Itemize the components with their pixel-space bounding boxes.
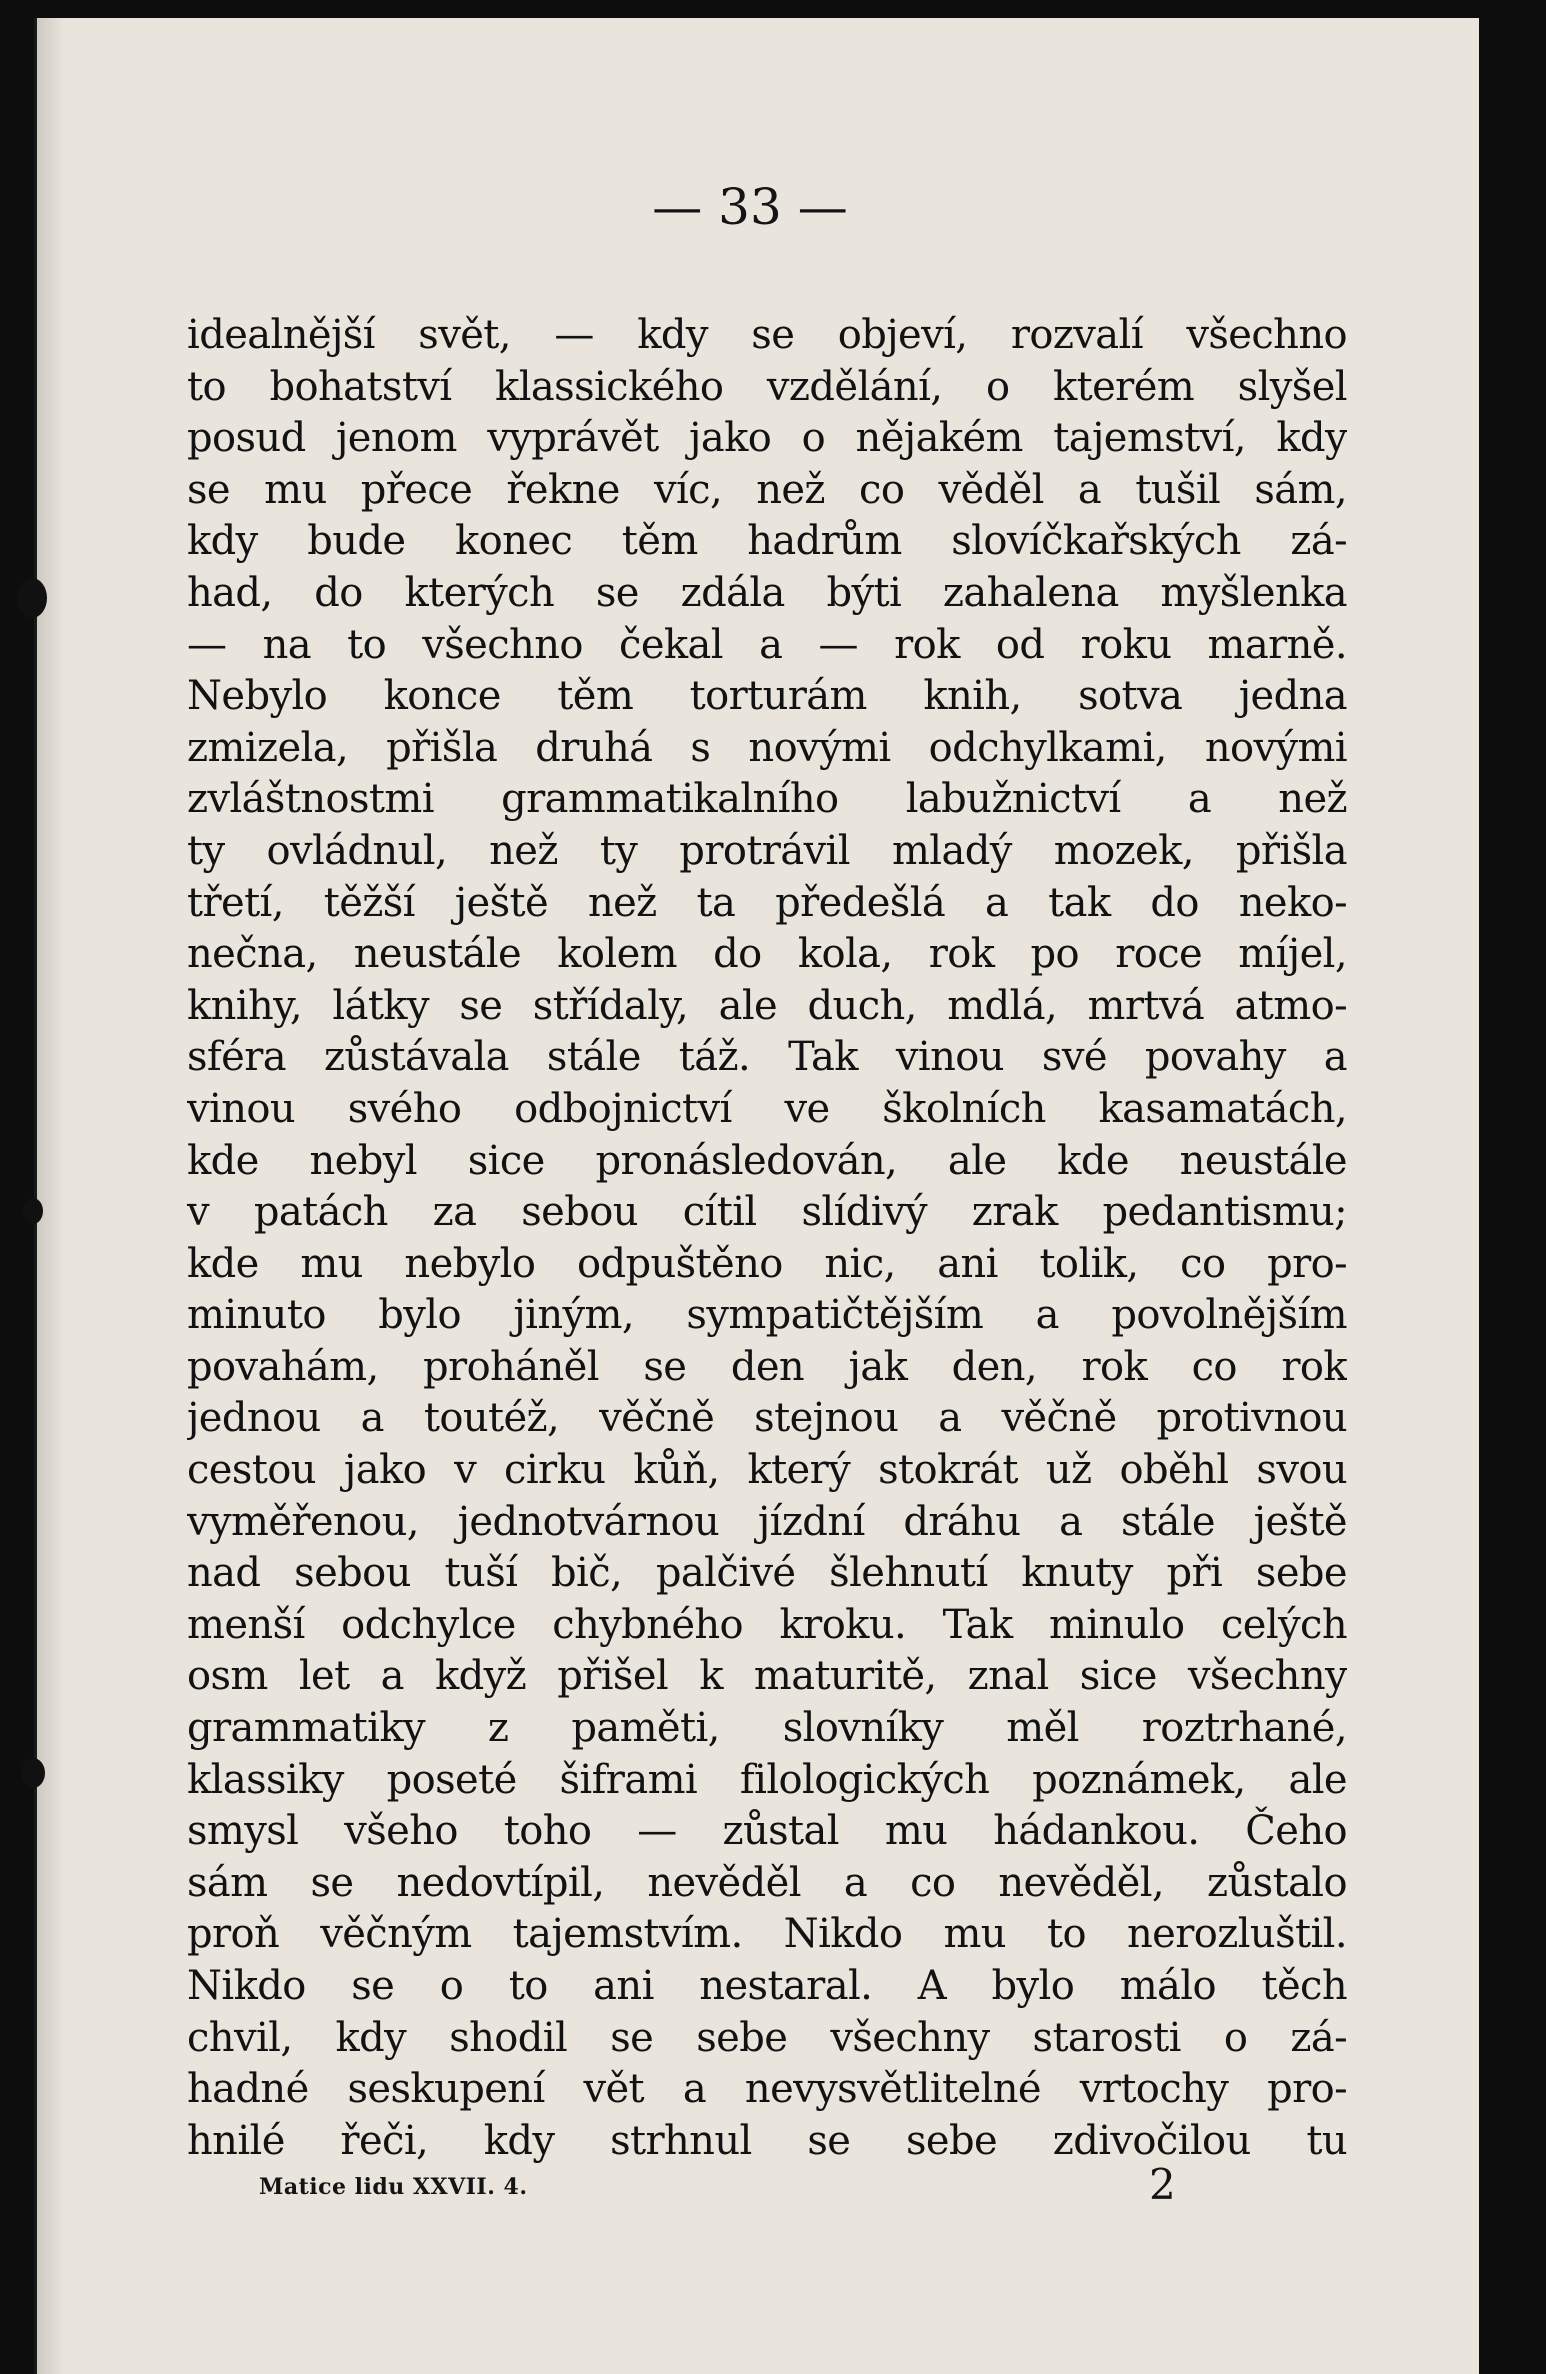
text-line: to bohatství klassického vzdělání, o kterém slyšel [187, 363, 1347, 410]
text-line: minuto bylo jiným, sympatičtějším a povolnějším [187, 1292, 1347, 1339]
text-line: smysl všeho toho — zůstal mu hádankou. Čeho [187, 1808, 1347, 1855]
text-line: hnilé řeči, kdy strhnul se sebe zdivočilou tu [187, 2117, 1347, 2164]
ink-blot-mark [17, 578, 47, 618]
body-text [187, 310, 1347, 2167]
text-line: se mu přece řekne víc, než co věděl a tušil sám, [187, 466, 1347, 513]
text-line: had, do kterých se zdála býti zahalena myšlenka [187, 569, 1347, 616]
text-line: idealnější svět, — kdy se objeví, rozvalí všechno [187, 312, 1347, 358]
ink-blot-mark [21, 1758, 45, 1788]
page-number: — 33 — [652, 178, 848, 236]
text-line: povahám, proháněl se den jak den, rok co rok [187, 1343, 1347, 1390]
text-line: hadné seskupení vět a nevysvětlitelné vrtochy pro- [187, 2066, 1347, 2113]
text-line: nad sebou tuší bič, palčivé šlehnutí knuty při sebe [187, 1550, 1347, 1597]
sheet-number: 2 [1149, 2160, 1176, 2209]
text-line: knihy, látky se střídaly, ale duch, mdlá, mrtvá atmo- [187, 982, 1347, 1029]
text-line: nečna, neustále kolem do kola, rok po roce míjel, [187, 931, 1347, 978]
text-line: proň věčným tajemstvím. Nikdo mu to nerozluštil. [187, 1911, 1347, 1958]
text-line: vyměřenou, jednotvárnou jízdní dráhu a stále ještě [187, 1498, 1347, 1545]
text-line: chvil, kdy shodil se sebe všechny starosti o zá- [187, 2014, 1347, 2061]
text-line: osm let a když přišel k maturitě, znal sice všechny [187, 1653, 1347, 1700]
text-line: cestou jako v cirku kůň, který stokrát už oběhl svou [187, 1447, 1347, 1494]
text-line: klassiky poseté šiframi filologických poznámek, ale [187, 1756, 1347, 1803]
text-line: v patách za sebou cítil slídivý zrak pedantismu; [187, 1189, 1347, 1236]
text-line: vinou svého odbojnictví ve školních kasamatách, [187, 1085, 1347, 1132]
text-line: zmizela, přišla druhá s novými odchylkami, novými [187, 724, 1347, 771]
text-line: posud jenom vyprávět jako o nějakém tajemství, kdy [187, 415, 1347, 462]
text-line: kde nebyl sice pronásledován, ale kde neustále [187, 1137, 1347, 1184]
ink-blot-mark [23, 1198, 43, 1224]
text-line: kde mu nebylo odpuštěno nic, ani tolik, co pro- [187, 1240, 1347, 1287]
text-line: menší odchylce chybného kroku. Tak minulo celých [187, 1601, 1347, 1648]
book-page [34, 18, 1479, 2374]
text-line: jednou a toutéž, věčně stejnou a věčně protivnou [187, 1395, 1347, 1442]
text-line: Nikdo se o to ani nestaral. A bylo málo těch [187, 1963, 1347, 2009]
text-line: kdy bude konec těm hadrům slovíčkařských zá- [187, 518, 1347, 565]
text-line: Nebylo konce těm torturám knih, sotva jedna [187, 673, 1347, 720]
text-line: sféra zůstávala stále táž. Tak vinou své povahy a [187, 1034, 1347, 1081]
text-line: grammatiky z paměti, slovníky měl roztrhané, [187, 1705, 1347, 1752]
text-line: zvláštnostmi grammatikalního labužnictví a než [187, 776, 1347, 823]
text-line: ty ovládnul, než ty protrávil mladý mozek, přišla [187, 827, 1347, 874]
printer-signature: Matice lidu XXVII. 4. [259, 2174, 528, 2200]
text-line: sám se nedovtípil, nevěděl a co nevěděl, zůstalo [187, 1859, 1347, 1906]
text-line: — na to všechno čekal a — rok od roku marně. [187, 621, 1347, 668]
text-line: třetí, těžší ještě než ta předešlá a tak do neko- [187, 879, 1347, 926]
page-binding-edge [37, 18, 65, 2374]
